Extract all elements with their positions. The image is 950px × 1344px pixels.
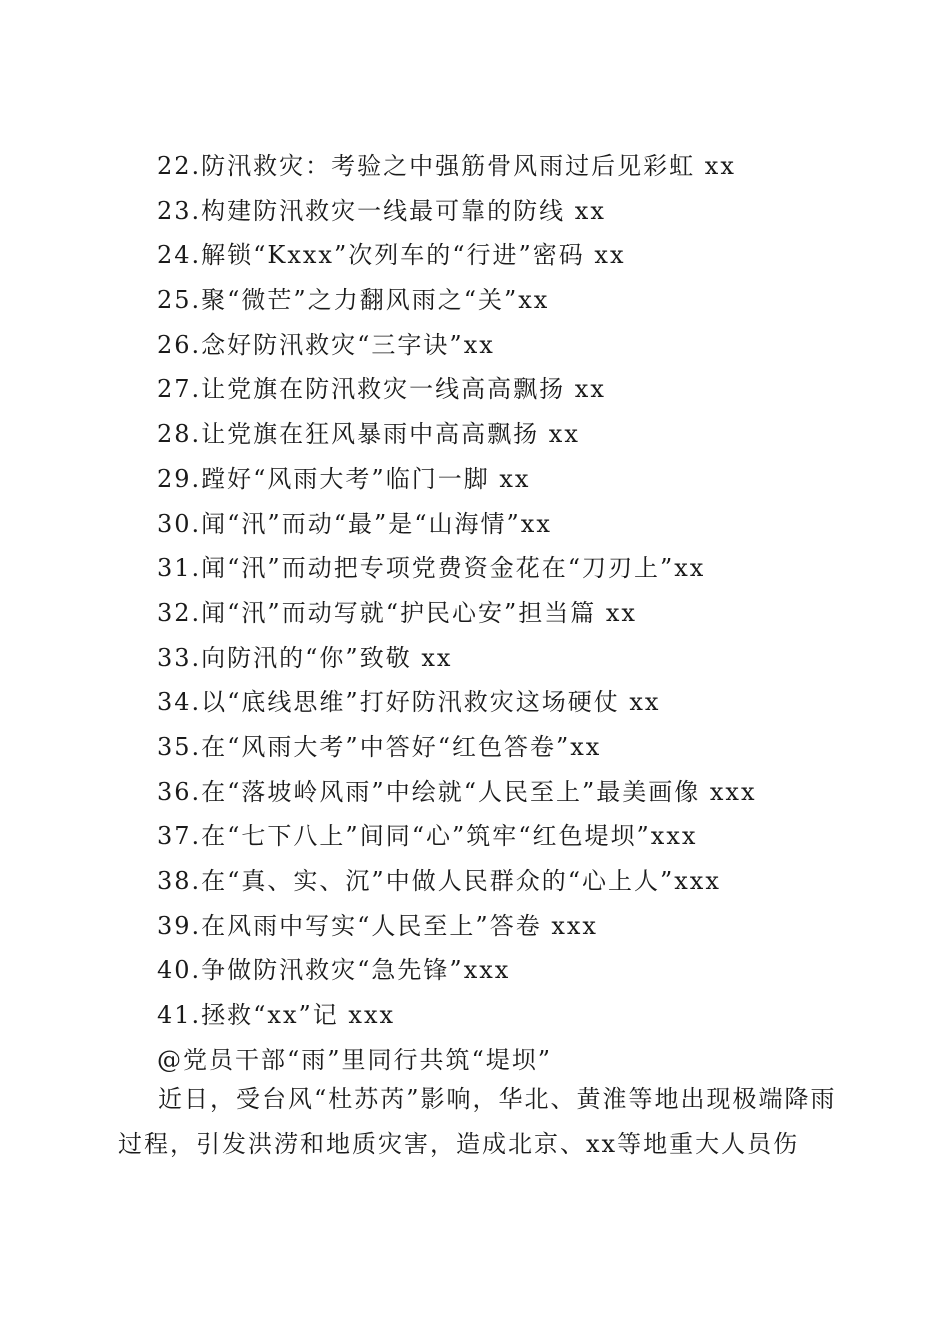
title-list xyxy=(157,144,857,1082)
list-item: 23.构建防汛救灾一线最可靠的防线 xx xyxy=(157,196,606,225)
list-item: 41.拯救“xx”记 xxx xyxy=(157,1001,396,1030)
list-item: 35.在“风雨大考”中答好“红色答卷”xx xyxy=(157,732,602,761)
list-item: 24.解锁“Kxxx”次列车的“行进”密码 xx xyxy=(157,241,626,270)
list-item: 22.防汛救灾：考验之中强筋骨风雨过后见彩虹 xx xyxy=(157,152,736,180)
list-item: 37.在“七下八上”间同“心”筑牢“红色堤坝”xxx xyxy=(157,822,698,851)
list-item: 30.闻“汛”而动“最”是“山海情”xx xyxy=(157,509,552,538)
list-item: 38.在“真、实、沉”中做人民群众的“心上人”xxx xyxy=(157,867,721,895)
list-item: 28.让党旗在狂风暴雨中高高飘扬 xx xyxy=(157,420,580,449)
list-item: 40.争做防汛救灾“急先锋”xxx xyxy=(157,956,511,985)
list-item: 33.向防汛的“你”致敬 xx xyxy=(157,643,453,672)
section-title: @党员干部“雨”里同行共筑“堤坝” xyxy=(157,1045,553,1074)
list-item: 34.以“底线思维”打好防汛救灾这场硬仗 xx xyxy=(157,688,661,717)
list-item: 26.念好防汛救灾“三字诀”xx xyxy=(157,330,495,359)
list-item: 25.聚“微芒”之力翻风雨之“关”xx xyxy=(157,286,550,315)
list-item: 32.闻“汛”而动写就“护民心安”担当篇 xx xyxy=(157,598,637,627)
list-item: 39.在风雨中写实“人民至上”答卷 xxx xyxy=(157,911,598,940)
list-item: 29.蹚好“风雨大考”临门一脚 xx xyxy=(157,464,531,493)
list-item: 31.闻“汛”而动把专项党费资金花在“刀刃上”xx xyxy=(157,554,706,583)
list-item: 27.让党旗在防汛救灾一线高高飘扬 xx xyxy=(157,375,606,404)
list-item: 36.在“落坡岭风雨”中绘就“人民至上”最美画像 xxx xyxy=(157,777,757,806)
body-paragraph: 近日，受台风“杜苏芮”影响，华北、黄淮等地出现极端降雨过程，引发洪涝和地质灾害，造成北京、xx等地重大人员伤 xyxy=(118,1085,837,1158)
